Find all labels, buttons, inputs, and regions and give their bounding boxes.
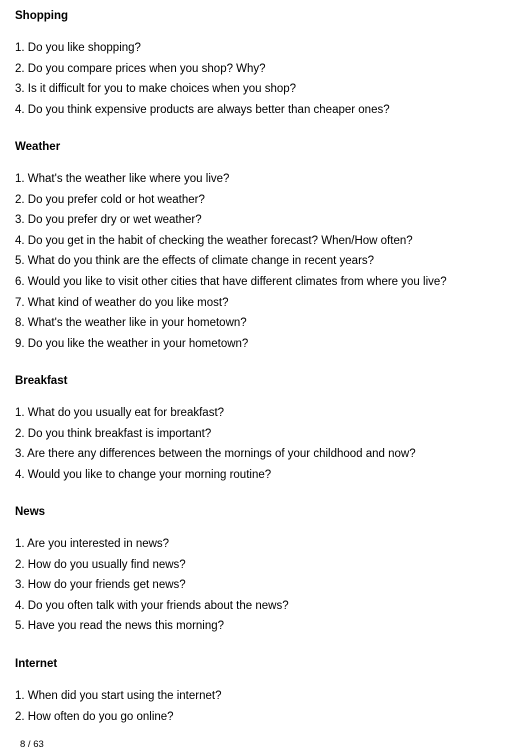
section-news — [15, 505, 500, 637]
question-item: 2. Do you think breakfast is important? — [15, 427, 212, 440]
question-item: 1. Are you interested in news? — [15, 538, 170, 550]
question-item: 3. Do you prefer dry or wet weather? — [15, 214, 202, 227]
question-list — [15, 534, 500, 637]
question-list — [15, 686, 500, 727]
question-item: 5. What do you think are the effects of climate change in recent years? — [15, 255, 375, 268]
question-item: 2. Do you compare prices when you shop? Why? — [15, 62, 266, 75]
section-title: Internet — [15, 658, 58, 670]
question-item: 5. Have you read the news this morning? — [15, 620, 225, 633]
section-title: Shopping — [15, 10, 69, 22]
question-item: 2. How often do you go online? — [15, 710, 174, 723]
section-shopping — [15, 9, 500, 120]
question-item: 1. What's the weather like where you live? — [15, 173, 230, 185]
section-title: Breakfast — [15, 375, 68, 387]
question-item: 3. Is it difficult for you to make choices when you shop? — [15, 83, 297, 96]
question-item: 4. Do you get in the habit of checking the weather forecast? When/How often? — [15, 234, 413, 247]
question-item: 7. What kind of weather do you like most? — [15, 296, 229, 309]
question-item: 1. What do you usually eat for breakfast? — [15, 407, 225, 419]
question-item: 2. Do you prefer cold or hot weather? — [15, 193, 205, 206]
question-item: 4. Do you often talk with your friends about the news? — [15, 599, 289, 612]
question-item: 1. Do you like shopping? — [15, 42, 141, 54]
question-list — [15, 403, 500, 485]
section-title: Weather — [15, 141, 61, 153]
question-item: 4. Would you like to change your morning routine? — [15, 468, 272, 481]
section-internet — [15, 657, 500, 727]
section-title: News — [15, 506, 46, 518]
question-item: 8. What's the weather like in your hometown? — [15, 317, 247, 330]
question-item: 4. Do you think expensive products are always better than cheaper ones? — [15, 103, 390, 116]
question-list — [15, 169, 500, 354]
question-item: 1. When did you start using the internet? — [15, 690, 222, 702]
question-item: 3. Are there any differences between the mornings of your childhood and now? — [15, 448, 416, 461]
page-number: 8 / 63 — [20, 739, 44, 750]
question-list — [15, 38, 500, 120]
question-item: 3. How do your friends get news? — [15, 579, 186, 592]
question-item: 6. Would you like to visit other cities that have different climates from where you live? — [15, 275, 447, 288]
question-item: 2. How do you usually find news? — [15, 558, 186, 571]
section-breakfast — [15, 374, 500, 485]
section-weather — [15, 140, 500, 354]
question-item: 9. Do you like the weather in your hometown? — [15, 337, 249, 350]
